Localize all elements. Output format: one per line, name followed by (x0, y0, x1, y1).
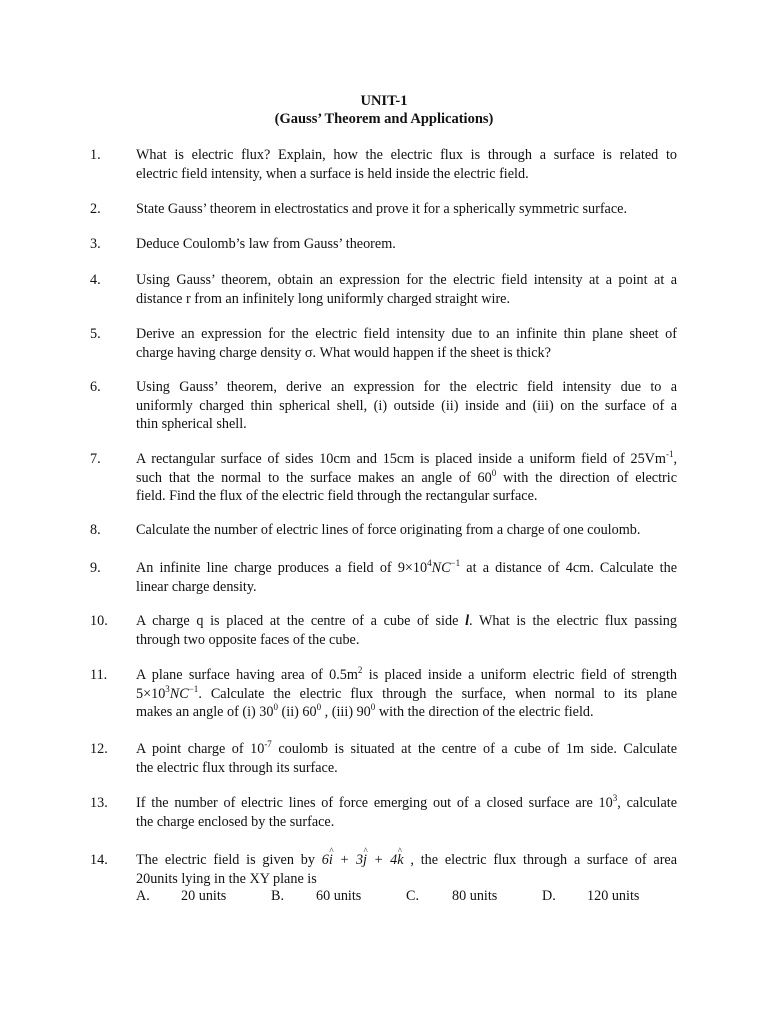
question-number: 2. (90, 201, 101, 217)
question-number: 4. (90, 272, 101, 288)
question-line: linear charge density. (136, 578, 257, 595)
question-number: 8. (90, 522, 101, 538)
question-text (136, 325, 677, 362)
question-text (136, 612, 677, 649)
question-number: 3. (90, 236, 101, 252)
question-number: 12. (90, 741, 108, 757)
question-line: What is electric flux? Explain, how the electric flux is through a surface is related to (136, 147, 677, 163)
question-line: the electric flux through its surface. (136, 759, 338, 776)
question-line: charge having charge density σ. What would happen if the sheet is thick? (136, 344, 551, 361)
option-label: D. (542, 888, 556, 904)
question-line: A charge q is placed at the centre of a cube of side l. What is the electric flux passing (136, 613, 677, 629)
question-line: Using Gauss’ theorem, obtain an expression for the electric field intensity at a point at a (136, 272, 677, 288)
option-label: C. (406, 888, 420, 904)
question-line: Calculate the number of electric lines of force originating from a charge of one coulomb. (136, 522, 641, 538)
question-text (136, 271, 677, 308)
question-text (136, 740, 677, 777)
question-text (136, 559, 677, 596)
question-line: makes an angle of (i) $30^0$ (ii) $60^0$ , (iii) $90^0$ with the direction of the electric field. (136, 702, 594, 720)
question-line: the charge enclosed by the surface. (136, 813, 335, 830)
question-line: 20units lying in the XY plane is (136, 870, 317, 887)
question-line: through two opposite faces of the cube. (136, 631, 360, 648)
question-line: uniformly charged thin spherical shell, (i) outside (ii) inside and (iii) on the surface of a (136, 397, 677, 414)
question-line: The electric field is given by 6i ^ + 3j ^ + 4k ^ , the electric flux through a surface of area (136, 851, 677, 870)
question-text (136, 521, 677, 540)
question-text (136, 851, 677, 888)
question-text (136, 378, 677, 434)
question-text (136, 146, 677, 183)
question-line: field. Find the flux of the electric field through the rectangular surface. (136, 488, 538, 504)
question-text (136, 794, 677, 831)
question-line: If the number of electric lines of force emerging out of a closed surface are $10^3$, calculate (136, 793, 678, 811)
question-number: 9. (90, 560, 101, 576)
unit-title: UNIT-1 (360, 93, 408, 109)
question-line: Deduce Coulomb’s law from Gauss’ theorem. (136, 236, 396, 252)
question-number: 10. (90, 613, 108, 629)
question-line: A rectangular surface of sides 10cm and 15cm is placed inside a uniform field of $25Vm^{-1}$, (136, 449, 677, 467)
question-number: 1. (90, 147, 101, 163)
question-line: such that the normal to the surface makes an angle of $60^0$ with the direction of electric (136, 467, 677, 486)
vector-expression: 6i ^ + 3j ^ + 4k ^ (322, 852, 404, 868)
question-number: 11. (90, 667, 108, 683)
question-line: thin spherical shell. (136, 416, 247, 432)
question-line: Using Gauss’ theorem, derive an expression for the electric field intensity due to a (136, 379, 677, 395)
question-number: 6. (90, 379, 101, 395)
question-line: $5\times 10^3NC^{-1}$. Calculate the electric flux through the surface, when normal to its plane (136, 683, 677, 702)
question-number: 5. (90, 326, 101, 342)
option-value: 80 units (452, 888, 498, 904)
question-number: 13. (90, 795, 108, 811)
question-line: Derive an expression for the electric field intensity due to an infinite thin plane sheet of (136, 326, 677, 342)
question-text (136, 235, 677, 254)
question-line: State Gauss’ theorem in electrostatics and prove it for a spherically symmetric surface. (136, 201, 627, 217)
option-value: 20 units (181, 888, 227, 904)
question-line: electric field intensity, when a surface is held inside the electric field. (136, 165, 529, 182)
option-value: 120 units (587, 888, 640, 904)
unit-subtitle: (Gauss’ Theorem and Applications) (274, 111, 494, 127)
question-line: A plane surface having area of $0.5m^2$ is placed inside a uniform electric field of strength (136, 665, 677, 683)
question-number: 7. (90, 451, 101, 467)
question-line: A point charge of $10^{-7}$ coulomb is situated at the centre of a cube of 1m side. Calculate (136, 739, 677, 757)
option-label: A. (136, 888, 150, 904)
question-line: distance r from an infinitely long uniformly charged straight wire. (136, 290, 511, 307)
question-text (136, 450, 677, 506)
option-value: 60 units (316, 888, 362, 904)
option-label: B. (271, 888, 285, 904)
question-text (136, 666, 677, 722)
question-text (136, 200, 677, 219)
question-number: 14. (90, 852, 108, 868)
question-line: An infinite line charge produces a field of $9\times 10^4NC^{-1}$ at a distance of 4cm. Calculate the (136, 558, 678, 576)
